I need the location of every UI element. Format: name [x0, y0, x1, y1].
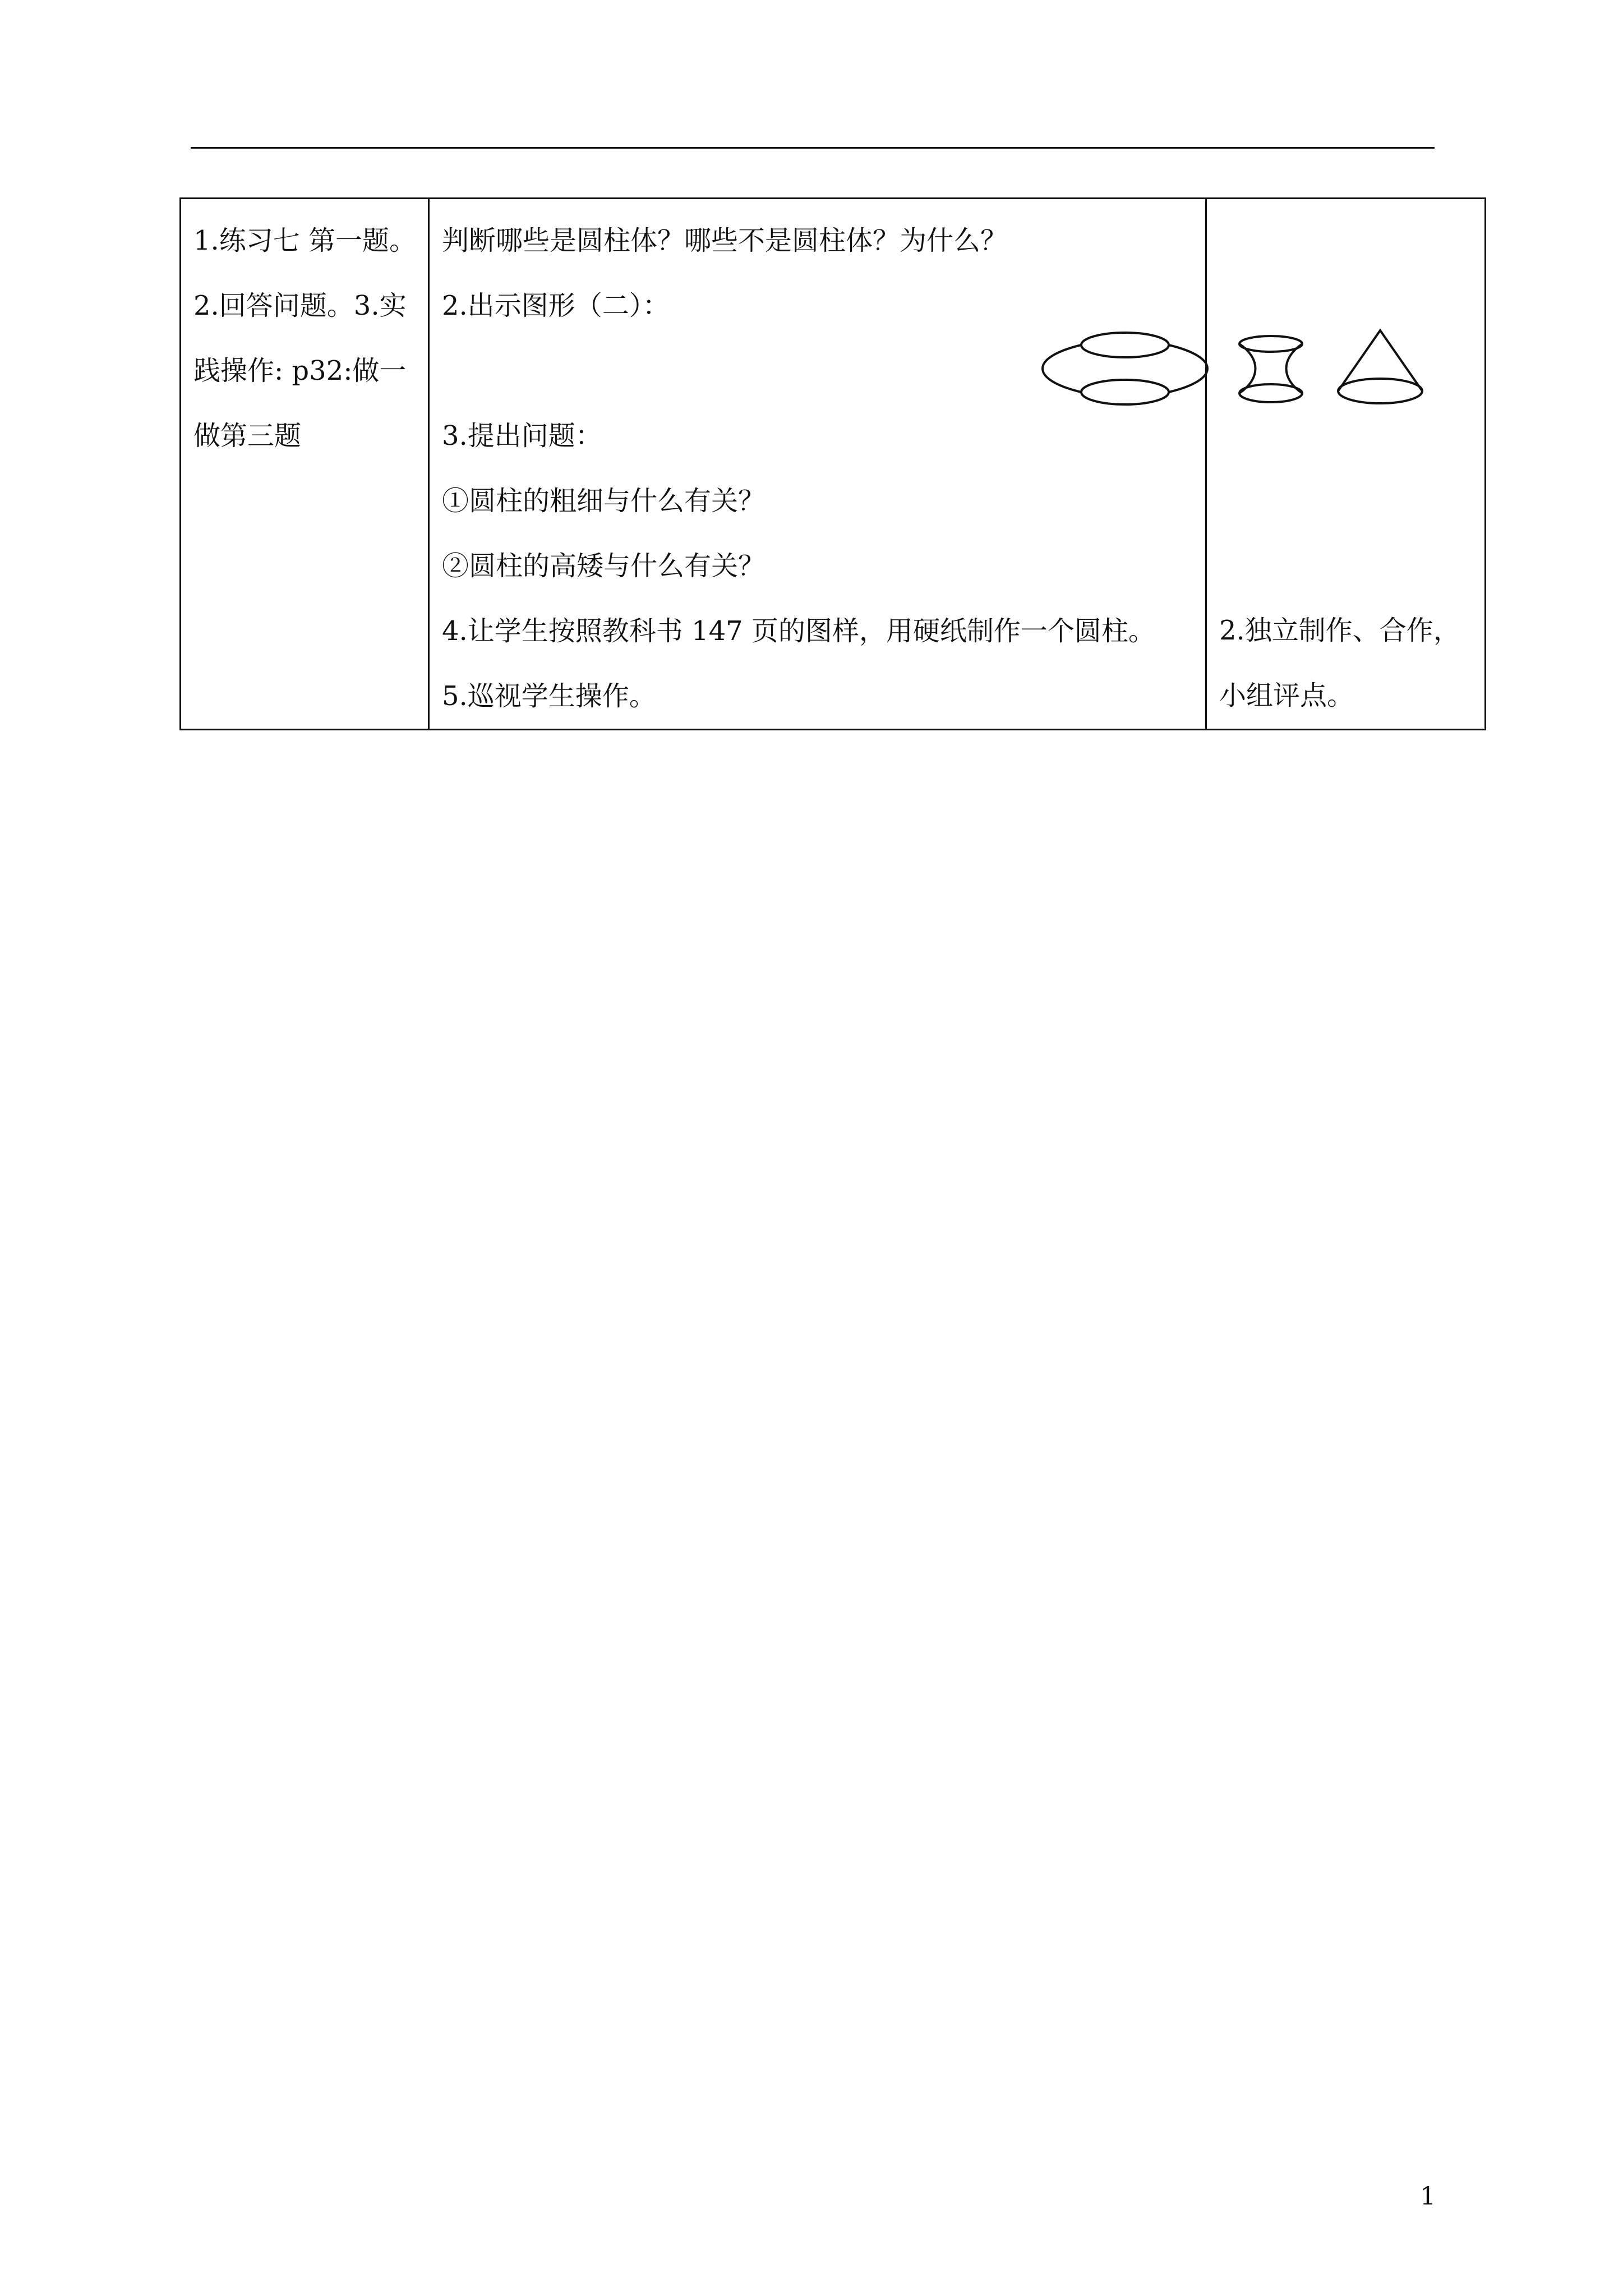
barrel-shape-icon — [1043, 333, 1207, 404]
student-column-cell — [1206, 199, 1486, 730]
show-figures-text: 2.出示图形（二）： — [442, 290, 670, 321]
lesson-plan-table — [179, 197, 1486, 730]
make-cylinder-instruction: 4.让学生按照教科书 147 页的图样，用硬纸制作一个圆柱。 — [442, 615, 1155, 647]
activity-line: 1.练习七 第一题。 — [193, 225, 417, 256]
header-rule — [191, 147, 1435, 149]
observe-instruction: 5.巡视学生操作。 — [442, 680, 656, 712]
activity-line: 践操作: p32:做一 — [193, 355, 407, 386]
teacher-column-cell — [429, 199, 1206, 730]
table-row — [181, 199, 1486, 730]
student-activity-line: 小组评点。 — [1219, 680, 1354, 711]
question-height: ➁圆柱的高矮与什么有关？ — [442, 550, 766, 582]
student-activity-line: 2.独立制作、合作， — [1219, 615, 1460, 646]
question-thickness: ➀圆柱的粗细与什么有关？ — [442, 485, 766, 517]
activity-line: 2.回答问题。3.实 — [193, 290, 407, 321]
activity-line: 做第三题 — [193, 420, 302, 452]
question-text: 判断哪些是圆柱体？哪些不是圆柱体？为什么？ — [442, 225, 1008, 256]
raise-questions-text: 3.提出问题： — [442, 420, 602, 452]
page-number: 1 — [1420, 2182, 1436, 2211]
activity-column-cell — [181, 199, 429, 730]
